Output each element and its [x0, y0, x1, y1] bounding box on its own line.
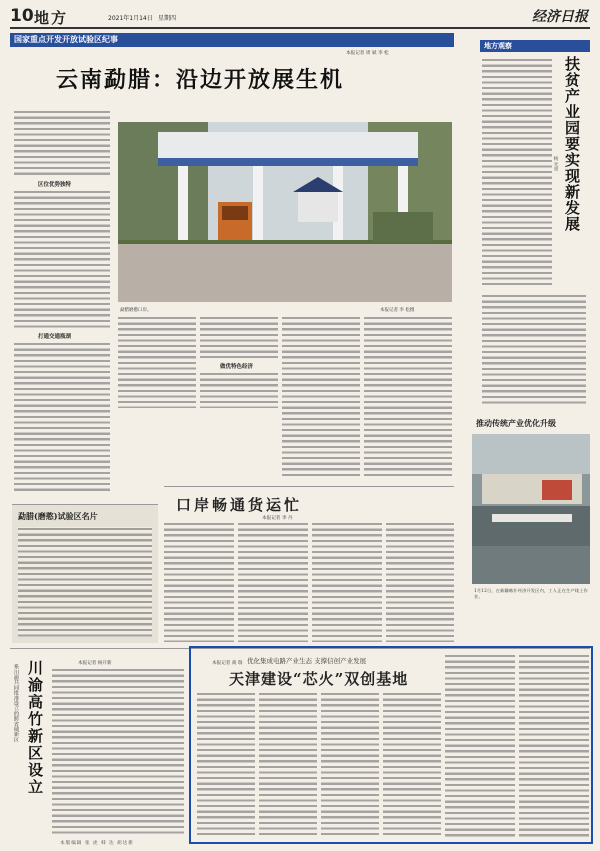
tianjin-text-col-2 [259, 692, 317, 838]
fact-box-title: 勐腊(磨憨)试验区名片 [18, 511, 98, 521]
main-subhead-2: 打通交通瓶颈 [38, 334, 72, 340]
tianjin-text-col-4 [383, 692, 441, 838]
page-footer: 本版编辑 张 虎 韩 达 胡达新 [60, 841, 134, 846]
right-col-text-1 [482, 58, 552, 288]
right-photo-caption: 1月12日，在新疆喀什经济开发区内，工人正在生产线上作业。 [474, 588, 588, 599]
chuanyu-byline: 本报记者 杨开新 [78, 661, 112, 666]
tianjin-byline: 本报记者 商 瑞 [212, 661, 243, 666]
port-byline: 本报记者 李 丹 [262, 516, 293, 521]
main-text-col-4 [118, 316, 196, 408]
main-photo [118, 122, 452, 302]
tianjin-text-col-1 [197, 692, 255, 838]
factory-photo-illustration [472, 434, 590, 584]
issue-date: 2021年1月14日 [108, 15, 153, 22]
right-column-title: 扶贫产业园要实现新发展 [563, 56, 581, 232]
right-col-text-2 [482, 294, 586, 406]
tianjin-text-col-6 [519, 654, 589, 838]
right-photo [472, 434, 590, 584]
tianjin-text-col-3 [321, 692, 379, 838]
header-rule [10, 27, 590, 29]
chuanyu-subtitle: 系川渝共同批准设立的跨省域新区 [13, 664, 19, 742]
tianjin-headline: 天津建设“芯火”双创基地 [229, 670, 409, 688]
port-headline: 口岸畅通货运忙 [176, 496, 303, 514]
main-text-col-3 [14, 342, 110, 492]
section-banner-label: 国家重点开发开放试验区纪事 [14, 35, 118, 44]
main-text-col-6 [200, 372, 278, 408]
chuanyu-text-col [52, 668, 184, 836]
right-photo-title: 推动传统产业优化升级 [476, 418, 556, 428]
main-text-col-5 [200, 316, 278, 358]
main-headline: 云南勐腊：沿边开放展生机 [56, 67, 345, 93]
main-photo-caption: 勐腊磨憨口岸。 [120, 308, 152, 313]
port-text-col-2 [238, 522, 308, 642]
page-header [10, 6, 590, 28]
port-text-col-1 [164, 522, 234, 642]
main-byline: 本报记者 周 斌 李 松 [346, 51, 389, 56]
tianjin-text-col-5 [445, 654, 515, 838]
port-photo-illustration [118, 122, 452, 302]
tianjin-kicker: 优化集成电路产业生态 支撑信创产业发展 [247, 657, 367, 665]
fact-box [12, 504, 158, 643]
chuanyu-title: 川渝高竹新区设立 [26, 660, 44, 796]
right-column-label-text: 地方观察 [484, 42, 512, 50]
issue-weekday: 星期四 [158, 15, 177, 22]
right-column-author: 杨 光亮 [553, 156, 558, 172]
port-text-col-3 [312, 522, 382, 642]
main-subhead-1: 区位优势独特 [38, 182, 72, 188]
tianjin-article-box [189, 646, 593, 844]
fact-box-text [18, 527, 152, 637]
section-banner [10, 33, 454, 47]
main-text-col-1 [14, 110, 110, 176]
port-rule [164, 486, 454, 487]
main-photo-credit: 本报记者 李 松摄 [380, 308, 415, 313]
main-text-col-2 [14, 190, 110, 328]
page-number: 10 [10, 6, 34, 26]
port-text-col-4 [386, 522, 454, 642]
main-text-col-7 [282, 316, 360, 476]
main-subhead-3: 做优特色经济 [220, 364, 254, 370]
main-text-col-8 [364, 316, 452, 476]
right-column-label [480, 40, 590, 52]
masthead-logo: 经济日报 [532, 9, 588, 25]
section-name: 地方 [34, 9, 69, 27]
